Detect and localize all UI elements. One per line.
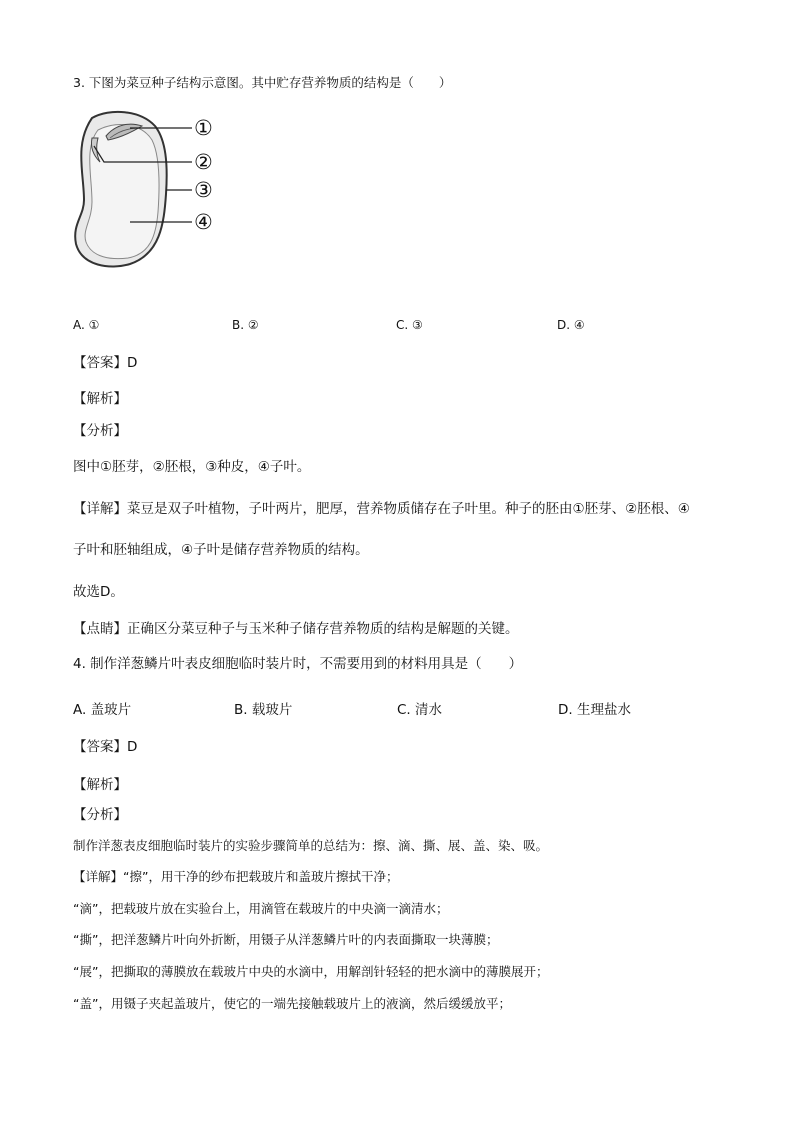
figure-label-1: ① [194,116,213,140]
q3-answer: 【答案】D [73,355,138,371]
q4-detail-line-2: “滴”，把载玻片放在实验台上，用滴管在载玻片的中央滴一滴清水； [73,901,449,916]
q3-detail-line-1: 【详解】菜豆是双子叶植物，子叶两片，肥厚，营养物质储存在子叶里。种子的胚由①胚芽、②胚根、④ [73,501,690,517]
q3-option-b: B. ② [232,318,259,332]
q4-option-d: D. 生理盐水 [558,702,631,718]
q3-detail-line-2: 子叶和胚轴组成，④子叶是储存营养物质的结构。 [73,542,369,558]
q4-detail-line-4: “展”，把撕取的薄膜放在载玻片中央的水滴中，用解剖针轻轻的把水滴中的薄膜展开； [73,964,549,979]
q3-stem: 3. 下图为菜豆种子结构示意图。其中贮存营养物质的结构是（ ） [73,75,452,90]
figure-label-4: ④ [194,210,213,234]
q3-choose: 故选D。 [73,584,124,600]
bean-seed-diagram [70,104,250,274]
q3-fenxi: 【分析】 [73,423,127,439]
q4-jiexi: 【解析】 [73,777,127,793]
q3-jiexi: 【解析】 [73,391,127,407]
q3-option-c: C. ③ [396,318,423,332]
q4-option-a: A. 盖玻片 [73,702,132,718]
q4-answer: 【答案】D [73,739,138,755]
q3-analysis: 图中①胚芽，②胚根，③种皮，④子叶。 [73,459,311,475]
figure-label-3: ③ [194,178,213,202]
q4-stem: 4. 制作洋葱鳞片叶表皮细胞临时装片时，不需要用到的材料用具是（ ） [73,656,523,672]
q3-dianjing: 【点睛】正确区分菜豆种子与玉米种子储存营养物质的结构是解题的关键。 [73,621,519,637]
q4-detail-line-3: “撕”，把洋葱鳞片叶向外折断，用镊子从洋葱鳞片叶的内表面撕取一块薄膜； [73,932,499,947]
q4-fenxi: 【分析】 [73,807,127,823]
q4-detail-line-1: 【详解】“擦”，用干净的纱布把载玻片和盖玻片擦拭干净； [73,869,399,884]
q4-detail-line-5: “盖”，用镊子夹起盖玻片，使它的一端先接触载玻片上的液滴，然后缓缓放平； [73,996,511,1011]
q4-option-c: C. 清水 [397,702,443,718]
q3-option-a: A. ① [73,318,100,332]
q4-analysis: 制作洋葱表皮细胞临时装片的实验步骤简单的总结为：擦、滴、撕、展、盖、染、吸。 [73,838,549,853]
q3-option-d: D. ④ [557,318,585,332]
figure-label-2: ② [194,150,213,174]
q4-option-b: B. 载玻片 [234,702,293,718]
